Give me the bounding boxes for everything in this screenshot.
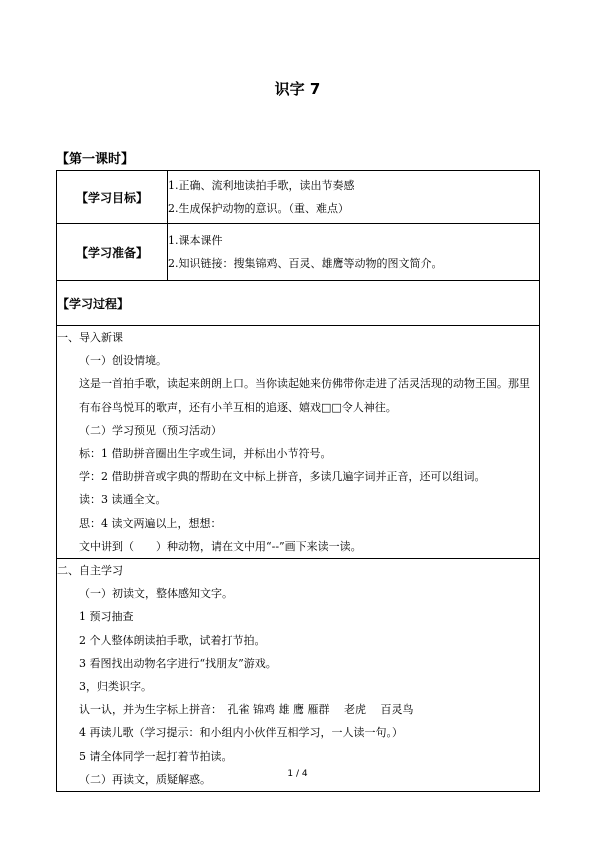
preparation-label: 【学习准备】 [57,224,168,281]
study-step: 3 看图找出动物名字进行“找朋友”游戏。 [79,656,277,670]
section-self-study-row [57,559,540,792]
objectives-row [57,171,540,224]
study-step: 认一认，并为生字标上拼音： 孔雀 锦鸡 雄 鹰 雁群 老虎 百灵鸟 [79,703,414,717]
process-label: 【学习过程】 [57,281,540,326]
preparation-content [168,224,540,281]
lesson-heading: 【第一课时】 [56,152,135,167]
study-step: 4 再读儿歌（学习提示：和小组内小伙伴互相学习，一人读一句。） [79,726,403,740]
study-step: 3，归类识字。 [79,680,152,694]
document-title: 识字 7 [274,80,321,98]
objective-item: 1.正确、流利地读拍手歌，读出节奏感 [168,179,355,192]
study-step: 2 个人整体朗读拍手歌，试着打节拍。 [79,633,266,647]
subsection-heading: （一）创设情境。 [79,354,167,368]
preview-step: 思：4 读文两遍以上，想想： [79,516,222,530]
section-import [57,326,540,559]
preview-step: 文中讲到（ ）种动物，请在文中用“--”画下来读一读。 [79,539,362,553]
preparation-row [57,224,540,281]
section-heading: 二、自主学习 [57,564,123,578]
subsection-heading: （二）学习预见（预习活动） [79,423,222,437]
objectives-content [168,171,540,224]
section-self-study [57,559,540,792]
preview-step: 学：2 借助拼音或字典的帮助在文中标上拼音，多读几遍字词并正音，还可以组词。 [79,470,486,484]
study-step: 5 请全体同学一起打着节拍读。 [79,749,233,763]
objective-item: 2.生成保护动物的意识。（重、难点） [168,202,349,215]
section-heading: 一、导入新课 [57,331,123,344]
study-step: 1 预习抽查 [79,610,134,624]
subsection-heading: （一）初读文，整体感知文字。 [79,587,233,601]
objectives-label: 【学习目标】 [57,171,168,224]
preview-step: 标：1 借助拼音圈出生字或生词，并标出小节符号。 [79,447,332,461]
preview-step: 读：3 读通全文。 [79,493,167,507]
page-number: 1 / 4 [287,769,308,779]
intro-paragraph: 这是一首拍手歌，读起来朗朗上口。当你读起她来仿佛带你走进了活灵活现的动物王国。那里有布谷鸟悦耳的歌声，还有小羊互相的追逐、嬉戏□□令人神往。 [79,377,530,414]
lesson-plan-table [56,170,540,792]
preparation-item: 1.课本课件 [168,234,223,247]
subsection-heading: （二）再读文，质疑解惑。 [79,772,211,786]
process-heading-row [57,281,540,326]
preparation-item: 2.知识链接：搜集锦鸡、百灵、雄鹰等动物的图文简介。 [168,257,443,270]
section-import-row [57,326,540,559]
